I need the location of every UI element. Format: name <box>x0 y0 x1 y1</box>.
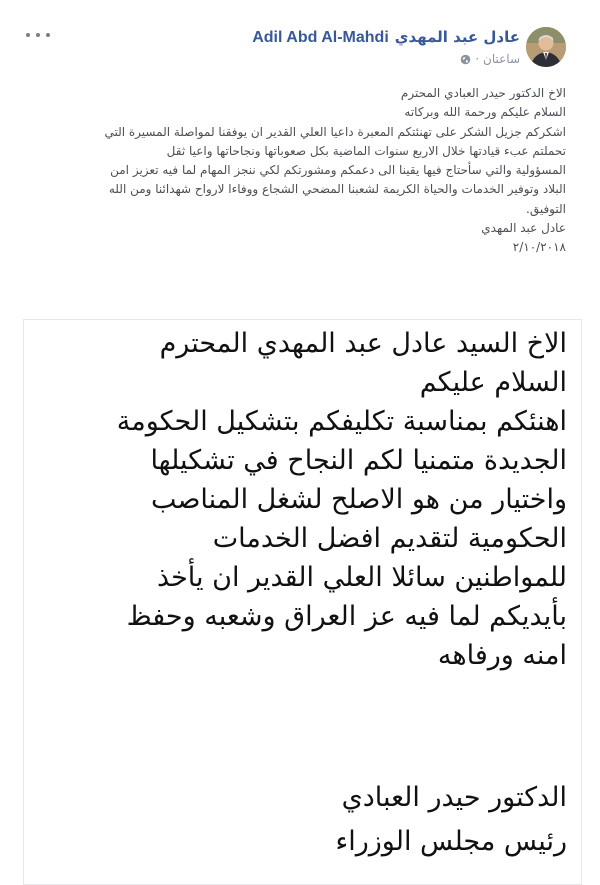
author-name-arabic[interactable]: عادل عبد المهدي <box>394 28 520 46</box>
post-text-line: الاخ الدكتور حيدر العبادي المحترم <box>400 86 566 100</box>
letter-line: السلام عليكم <box>419 367 567 398</box>
post-text-line: تحملتم عبء قيادتها خلال الاربع سنوات الماضية بكل صعوباتها ونجاحاتها واعيا ثقل <box>166 143 566 158</box>
letter-line: بأيديكم لما فيه عز العراق وشعبه وحفظ <box>126 601 567 632</box>
globe-icon[interactable] <box>460 54 471 65</box>
timestamp[interactable]: ساعتان · <box>475 52 520 66</box>
signature-title: رئيس مجلس الوزراء <box>335 826 567 857</box>
letter-signature <box>37 776 567 864</box>
post-text-line: البلاد وتوفير الخدمات والحياة الكريمة لشعبنا المضحي الشجاع ووفاءا لارواح شهدائنا ومن الله <box>108 182 566 197</box>
post-header <box>0 0 600 82</box>
letter-line: واختيار من هو الاصلح لشغل المناصب <box>150 484 567 515</box>
post-text-line: عادل عبد المهدي <box>481 221 566 236</box>
letter-line: الحكومية لتقديم افضل الخدمات <box>212 523 567 554</box>
letter-line: الاخ السيد عادل عبد المهدي المحترم <box>159 328 567 359</box>
post-text <box>31 84 566 258</box>
avatar-image <box>526 27 566 67</box>
post-meta <box>460 52 520 66</box>
letter-line: اهنئكم بمناسبة تكليفكم بتشكيل الحكومة <box>116 406 567 437</box>
author-name[interactable] <box>252 28 520 47</box>
avatar[interactable] <box>526 27 566 67</box>
post-text-line: السلام عليكم ورحمة الله وبركاته <box>404 105 566 120</box>
more-options-icon[interactable] <box>26 28 50 42</box>
letter-body <box>37 324 567 675</box>
post-text-line: المسؤولية والتي سأحتاج فيها يقينا الى دعمكم ومشورتكم لكي ننجز المهام لما فيه تعزيز امن <box>110 163 566 178</box>
post-text-line: اشكركم جزيل الشكر على تهنئتكم المعبرة داعيا العلي القدير ان يوفقنا لمواصلة المسيرة التي <box>104 124 566 139</box>
letter-line: للمواطنين سائلا العلي القدير ان يأخذ <box>156 562 567 593</box>
letter-image[interactable] <box>23 319 582 885</box>
letter-line: امنه ورفاهه <box>437 640 567 671</box>
post-text-line: ٢/١٠/٢٠١٨ <box>512 240 566 255</box>
post-text-line: التوفيق. <box>526 201 566 216</box>
author-name-english[interactable]: Adil Abd Al-Mahdi <box>252 29 389 46</box>
letter-line: الجديدة متمنيا لكم النجاح في تشكيلها <box>150 445 567 476</box>
signature-name: الدكتور حيدر العبادي <box>341 782 567 813</box>
